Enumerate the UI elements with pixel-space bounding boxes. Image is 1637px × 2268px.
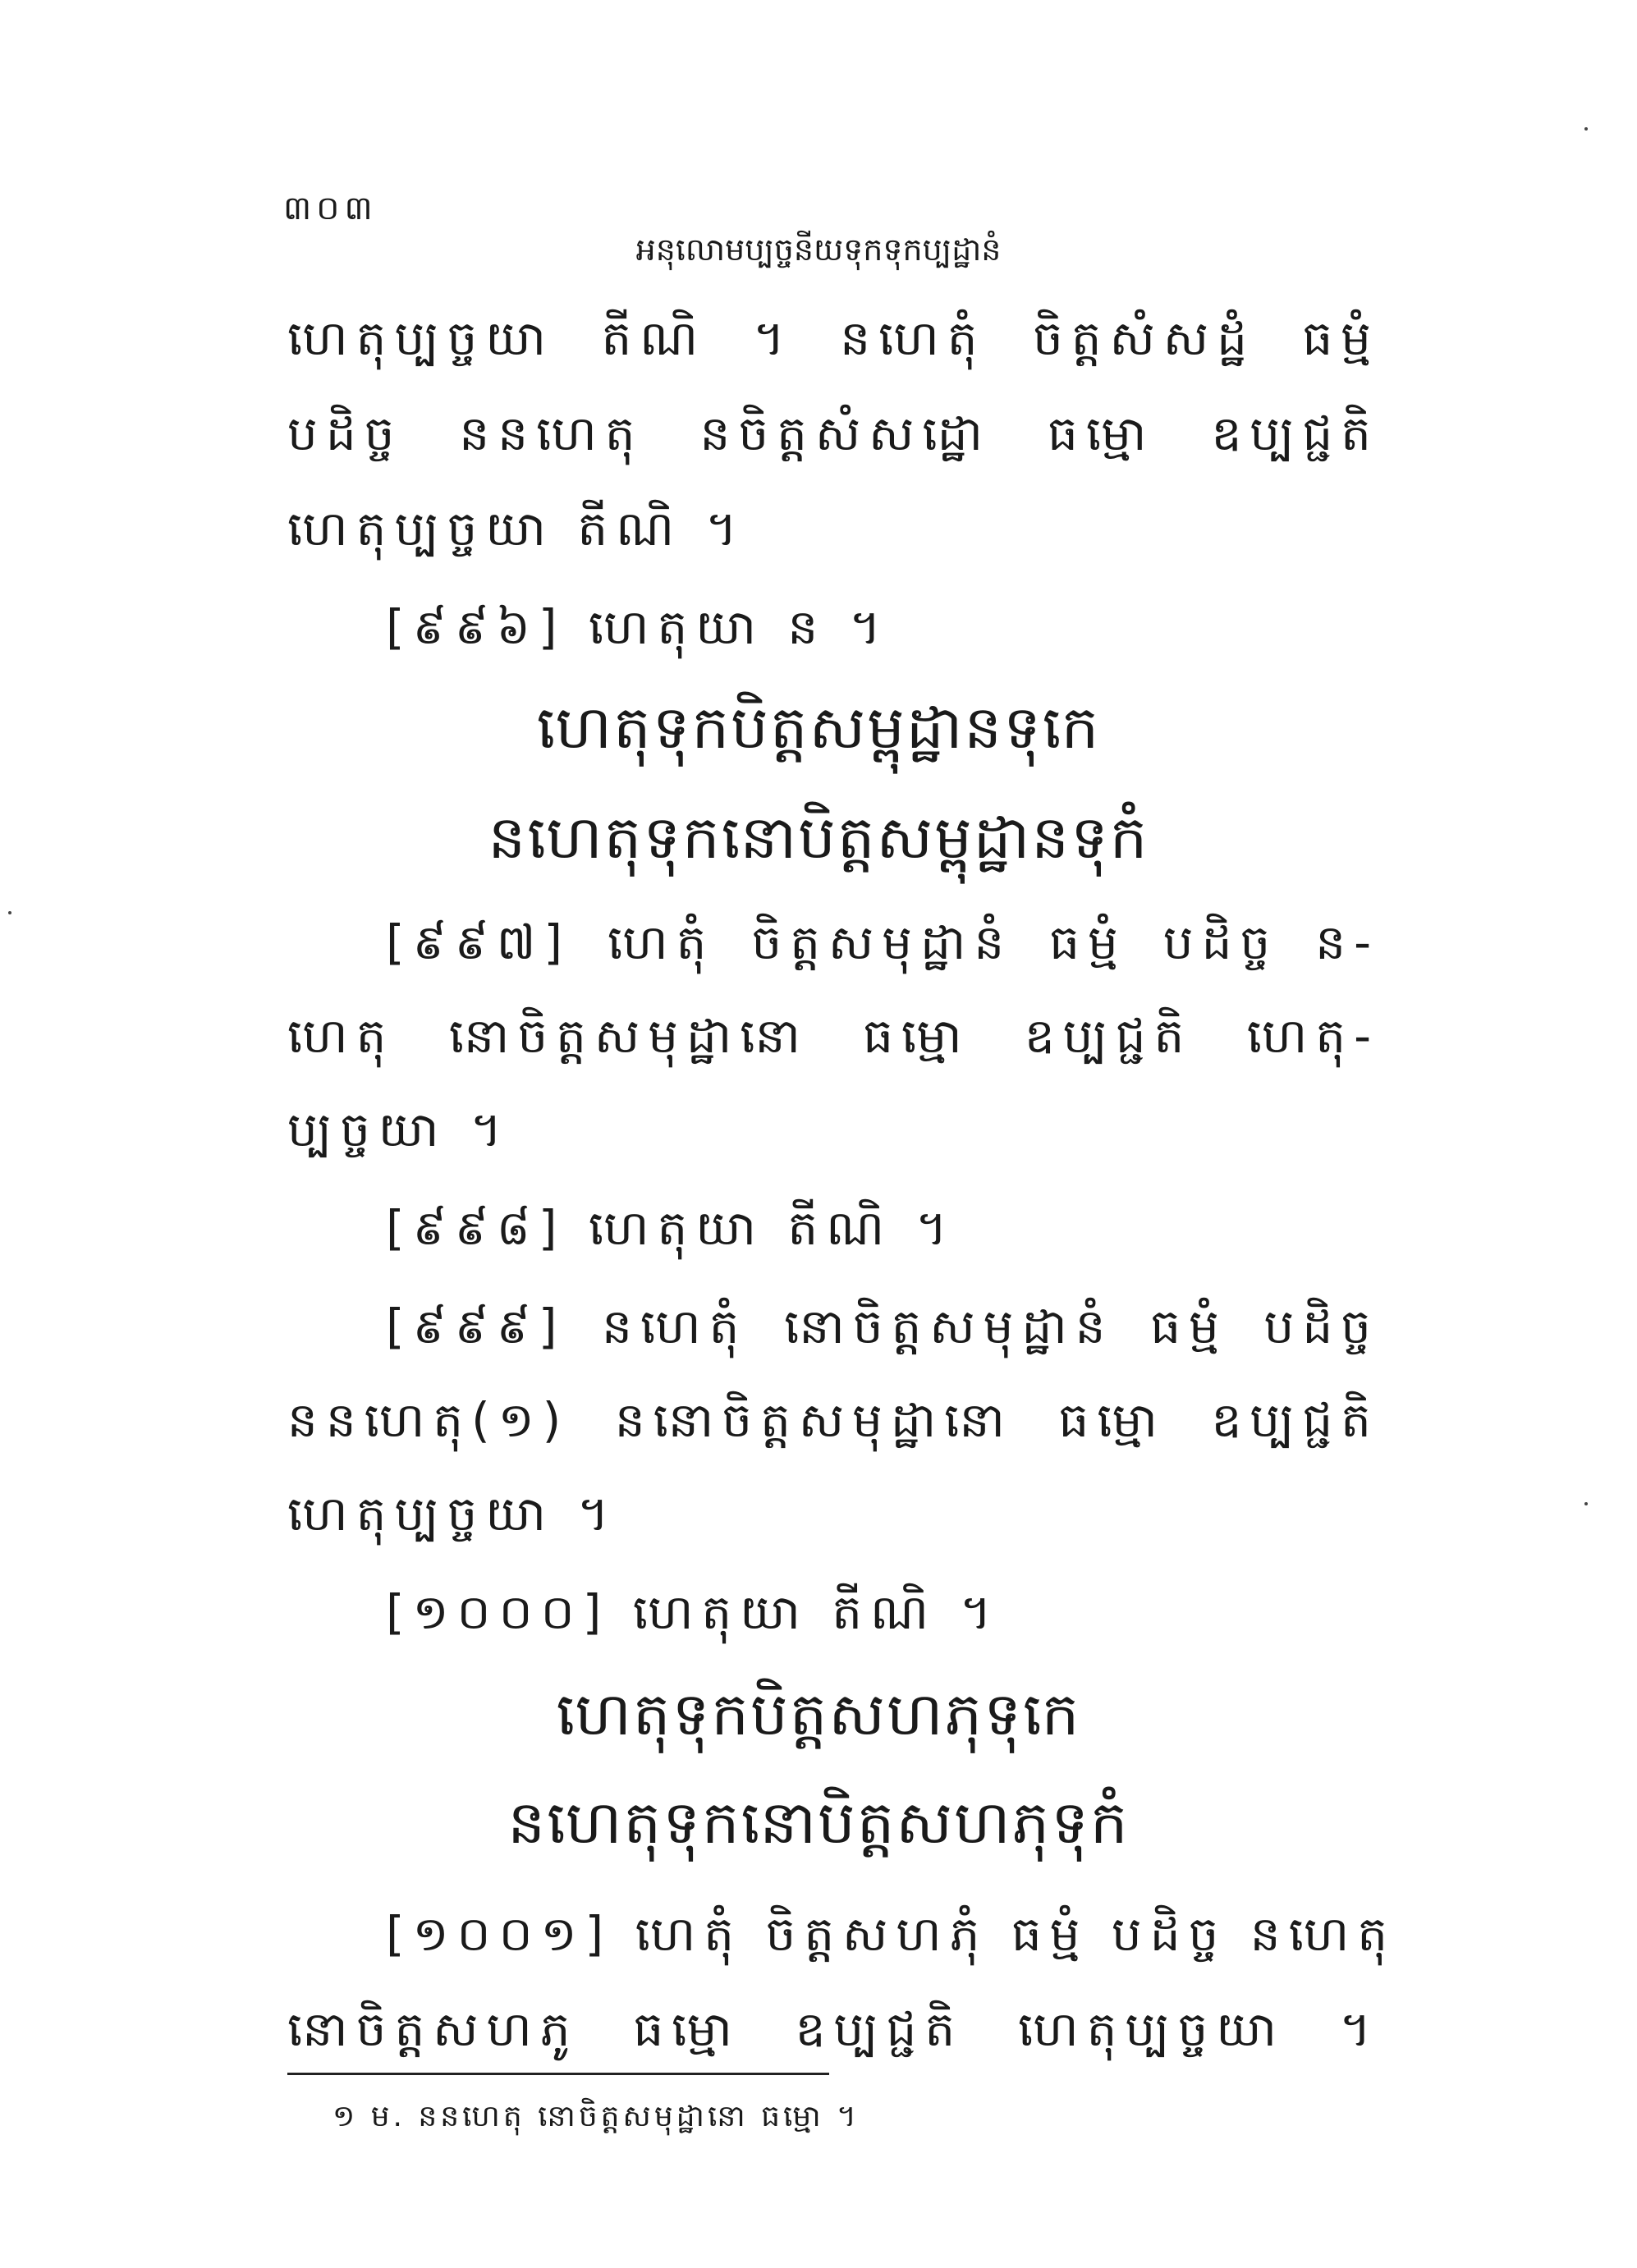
text-line: បដិច្ច ននហេតុ នចិត្តសំសដ្ឋោ ធម្មោ ឧប្បជ្ជតិ [287, 405, 1379, 461]
section-heading: ហេតុទុកបិត្តសហភុទុកេ [556, 1679, 1081, 1748]
text-line: នោចិត្តសហភូ ធម្មោ ឧប្បជ្ជតិ ហេតុប្បច្ចយា ។ [287, 2001, 1379, 2057]
text-line: ននហេតុ(១) ននោចិត្តសមុដ្ឋានោ ធម្មោ ឧប្បជ្ជតិ [287, 1392, 1379, 1448]
text-line: ហេតុប្បច្ចយា តីណិ ។ [287, 501, 745, 557]
text-line: ប្បច្ចយា ។ [287, 1102, 511, 1157]
text-line: ហេតុប្បច្ចយា តីណិ ។ នហេតុំ ចិត្តសំសដ្ឋំ ធម្មំ [287, 310, 1379, 366]
section-heading: ហេតុទុកបិត្តសម្ពុដ្ឋានទុកេ [536, 693, 1101, 762]
scan-speck [8, 911, 11, 914]
text-line: ហេតុប្បច្ចយា ។ [287, 1486, 617, 1542]
paragraph-number-line: [៩៩៨] ហេតុយា តីណិ ។ [386, 1200, 956, 1256]
section-subheading: នហេតុទុកនោបិត្តសម្ពុដ្ឋានទុកំ [488, 803, 1149, 872]
footnote: ១ ម. ននហេតុ នោចិត្តសមុដ្ឋានោ ធម្មោ ។ [332, 2100, 860, 2133]
paragraph-number-line: [៩៩៦] ហេតុយា ន ។ [386, 599, 889, 655]
page-number: ៣០៣ [283, 190, 378, 227]
paragraph-number-line: [៩៩៩] នហេតុំ នោចិត្តសមុដ្ឋានំ ធម្មំ បដិច្ច [386, 1299, 1379, 1354]
scan-speck [1584, 1502, 1588, 1505]
running-header: អនុលោមប្បច្ចនីយទុកទុកប្បដ្ឋានំ [635, 231, 1002, 268]
section-subheading: នហេតុទុកនោបិត្តសហភុទុកំ [507, 1788, 1130, 1857]
scan-speck [1584, 127, 1588, 131]
paragraph-number-line: [១០០១] ហេតុំ ចិត្តសហភុំ ធម្មំ បដិច្ច នហេតុ [386, 1906, 1396, 1962]
footnote-divider [287, 2073, 829, 2075]
paragraph-number-line: [១០០០] ហេតុយា តីណិ ។ [386, 1584, 1000, 1640]
paragraph-number-line: [៩៩៧] ហេតុំ ចិត្តសមុដ្ឋានំ ធម្មំ បដិច្ច ន- [386, 914, 1379, 970]
text-line: ហេតុ នោចិត្តសមុដ្ឋានោ ធម្មោ ឧប្បជ្ជតិ ហេតុ- [287, 1008, 1379, 1064]
